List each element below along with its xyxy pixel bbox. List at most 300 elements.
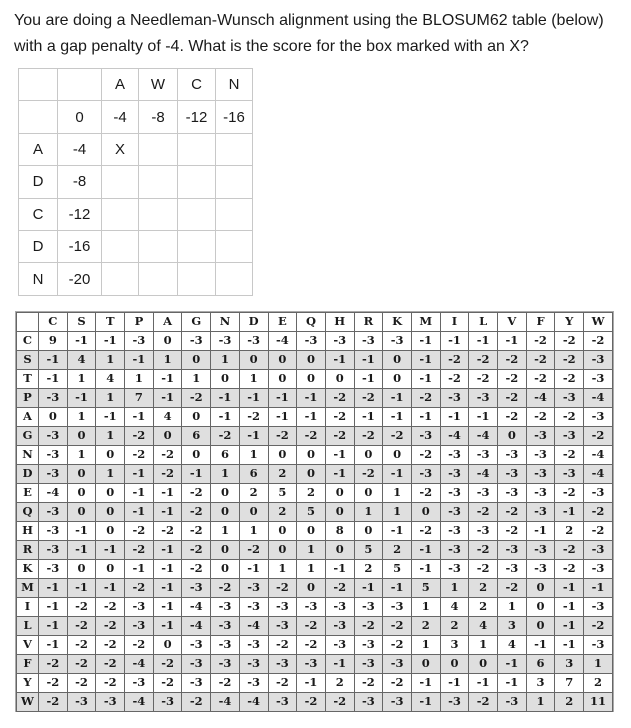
blosum-cell: -3	[440, 465, 469, 484]
blosum-header-cell: L	[469, 313, 498, 332]
blosum-cell: -2	[469, 541, 498, 560]
blosum-cell: 1	[67, 408, 96, 427]
nw-cell	[102, 263, 139, 295]
blosum-cell: -3	[39, 446, 68, 465]
blosum-cell: -1	[67, 541, 96, 560]
blosum-row-label: P	[17, 389, 39, 408]
blosum-cell: -2	[498, 579, 527, 598]
blosum-cell: -1	[411, 332, 440, 351]
blosum-cell: 1	[67, 446, 96, 465]
blosum-cell: -3	[498, 465, 527, 484]
blosum-cell: -3	[239, 636, 268, 655]
blosum-row-label: A	[17, 408, 39, 427]
blosum-cell: -2	[182, 484, 211, 503]
blosum-cell: -1	[411, 674, 440, 693]
blosum-cell: -4	[182, 617, 211, 636]
blosum-cell: 0	[411, 503, 440, 522]
blosum-cell: 0	[239, 351, 268, 370]
blosum-cell: 0	[153, 427, 182, 446]
blosum-cell: 0	[211, 370, 240, 389]
blosum-cell: -1	[297, 674, 326, 693]
blosum-cell: 1	[383, 503, 412, 522]
blosum-cell: -3	[469, 389, 498, 408]
blosum-cell: -1	[297, 408, 326, 427]
blosum-cell: -2	[498, 522, 527, 541]
blosum-cell: -1	[555, 598, 584, 617]
nw-cell: -4	[102, 101, 139, 133]
blosum-cell: 2	[239, 484, 268, 503]
blosum-cell: 0	[268, 370, 297, 389]
blosum-row-label: I	[17, 598, 39, 617]
blosum-cell: -3	[383, 598, 412, 617]
blosum-cell: -1	[239, 427, 268, 446]
blosum-cell: -3	[182, 579, 211, 598]
blosum-cell: 2	[268, 465, 297, 484]
blosum-row	[17, 351, 613, 370]
blosum-cell: 4	[96, 370, 125, 389]
blosum-cell: -3	[268, 598, 297, 617]
nw-cell	[178, 230, 216, 262]
blosum-cell: -3	[584, 370, 613, 389]
blosum-cell: -3	[211, 332, 240, 351]
blosum-header-cell: A	[153, 313, 182, 332]
blosum-header-cell: D	[239, 313, 268, 332]
blosum-cell: -1	[125, 465, 154, 484]
blosum-cell: 1	[211, 465, 240, 484]
blosum-cell: -1	[153, 370, 182, 389]
blosum-cell: -2	[411, 522, 440, 541]
blosum-cell: -2	[182, 541, 211, 560]
blosum-row	[17, 484, 613, 503]
blosum-cell: -1	[354, 408, 383, 427]
blosum-cell: -3	[354, 332, 383, 351]
blosum-cell: -3	[498, 560, 527, 579]
blosum-cell: -2	[469, 370, 498, 389]
blosum-row	[17, 465, 613, 484]
blosum-cell: -1	[153, 579, 182, 598]
nw-cell	[139, 263, 178, 295]
blosum-cell: 0	[383, 370, 412, 389]
blosum-cell: -4	[239, 617, 268, 636]
blosum-cell: -4	[182, 598, 211, 617]
blosum-cell: 0	[325, 503, 354, 522]
blosum-cell: 1	[469, 636, 498, 655]
blosum-cell: -2	[268, 636, 297, 655]
blosum-cell: 1	[297, 541, 326, 560]
blosum-cell: -1	[325, 351, 354, 370]
blosum-cell: -2	[555, 484, 584, 503]
blosum-cell: -2	[555, 446, 584, 465]
blosum-cell: -3	[239, 332, 268, 351]
blosum-cell: -3	[440, 446, 469, 465]
blosum-cell: -2	[526, 370, 555, 389]
blosum-cell: -1	[383, 522, 412, 541]
blosum-cell: -2	[67, 636, 96, 655]
blosum-cell: -3	[498, 446, 527, 465]
nw-cell: -12	[178, 101, 216, 133]
blosum-cell: 2	[297, 484, 326, 503]
blosum-row	[17, 427, 613, 446]
blosum-cell: -1	[67, 389, 96, 408]
target-cell-x: X	[102, 133, 139, 165]
blosum-cell: -3	[268, 693, 297, 712]
blosum-cell: 1	[239, 370, 268, 389]
blosum-cell: 5	[411, 579, 440, 598]
blosum-cell: -3	[440, 522, 469, 541]
blosum-cell: -3	[268, 617, 297, 636]
blosum-row-label: R	[17, 541, 39, 560]
blosum-cell: -2	[469, 560, 498, 579]
blosum-header-cell: V	[498, 313, 527, 332]
blosum-cell: -2	[39, 693, 68, 712]
nw-row	[19, 166, 253, 198]
blosum-cell: -2	[498, 503, 527, 522]
blosum-cell: 6	[239, 465, 268, 484]
nw-cell	[178, 166, 216, 198]
blosum-cell: -2	[440, 351, 469, 370]
blosum-cell: 2	[555, 522, 584, 541]
blosum-row-label: K	[17, 560, 39, 579]
blosum-cell: -1	[325, 465, 354, 484]
nw-cell: D	[19, 230, 58, 262]
blosum-row-label: W	[17, 693, 39, 712]
blosum-cell: -1	[411, 560, 440, 579]
blosum-header-cell: C	[39, 313, 68, 332]
blosum-cell: -2	[153, 655, 182, 674]
nw-cell: 0	[58, 101, 102, 133]
blosum-row	[17, 332, 613, 351]
blosum-cell: -1	[411, 370, 440, 389]
blosum-cell: 0	[354, 446, 383, 465]
blosum-cell: -2	[96, 598, 125, 617]
blosum-cell: -2	[96, 655, 125, 674]
blosum-cell: 3	[526, 674, 555, 693]
blosum-cell: -2	[67, 617, 96, 636]
blosum-cell: 0	[297, 522, 326, 541]
blosum-cell: -2	[182, 503, 211, 522]
blosum-cell: 0	[297, 351, 326, 370]
blosum-cell: -3	[211, 617, 240, 636]
blosum-cell: 0	[498, 427, 527, 446]
nw-cell	[139, 230, 178, 262]
blosum-cell: -3	[354, 655, 383, 674]
blosum-header-cell: F	[526, 313, 555, 332]
question-line-2: with a gap penalty of -4. What is the score for the box marked with an X?	[14, 38, 529, 55]
blosum-cell: -2	[125, 541, 154, 560]
nw-cell: C	[178, 69, 216, 101]
blosum-cell: -1	[354, 351, 383, 370]
nw-cell: -8	[58, 166, 102, 198]
blosum-cell: 2	[383, 541, 412, 560]
nw-cell	[178, 263, 216, 295]
blosum-cell: -3	[383, 693, 412, 712]
blosum-cell: 0	[96, 503, 125, 522]
blosum-cell: -3	[125, 674, 154, 693]
blosum-cell: -2	[268, 579, 297, 598]
blosum-cell: 11	[584, 693, 613, 712]
blosum-cell: -2	[354, 674, 383, 693]
blosum-cell: -3	[125, 598, 154, 617]
blosum-cell: 2	[469, 598, 498, 617]
blosum-cell: -1	[239, 560, 268, 579]
blosum-row	[17, 598, 613, 617]
blosum-cell: -3	[39, 465, 68, 484]
blosum-cell: -3	[440, 503, 469, 522]
blosum-cell: -1	[469, 674, 498, 693]
blosum-row-label: G	[17, 427, 39, 446]
blosum-cell: -4	[469, 427, 498, 446]
blosum-row	[17, 693, 613, 712]
blosum-cell: -2	[555, 370, 584, 389]
blosum-cell: -2	[584, 617, 613, 636]
blosum-cell: -3	[411, 427, 440, 446]
blosum-cell: -3	[182, 655, 211, 674]
blosum-cell: -2	[325, 427, 354, 446]
blosum-cell: -3	[153, 693, 182, 712]
nw-cell: N	[19, 263, 58, 295]
blosum-cell: 0	[268, 446, 297, 465]
blosum-cell: -2	[469, 351, 498, 370]
blosum-cell: -1	[498, 655, 527, 674]
blosum-cell: 0	[96, 446, 125, 465]
nw-cell	[178, 198, 216, 230]
nw-cell: -4	[58, 133, 102, 165]
blosum-cell: -2	[526, 332, 555, 351]
blosum-cell: -1	[153, 484, 182, 503]
blosum-cell: -3	[469, 484, 498, 503]
blosum-row	[17, 579, 613, 598]
blosum-cell: 0	[268, 351, 297, 370]
blosum-cell: -2	[354, 617, 383, 636]
blosum-cell: -4	[211, 693, 240, 712]
blosum-row	[17, 408, 613, 427]
nw-header-row	[19, 69, 253, 101]
question-text	[14, 8, 624, 60]
nw-cell: -8	[139, 101, 178, 133]
blosum-cell: -1	[498, 674, 527, 693]
blosum-cell: 1	[584, 655, 613, 674]
blosum-header-cell: K	[383, 313, 412, 332]
blosum-cell: -2	[125, 446, 154, 465]
blosum-cell: 1	[182, 370, 211, 389]
blosum-row-label: T	[17, 370, 39, 389]
blosum-header-cell: R	[354, 313, 383, 332]
blosum-cell: -3	[584, 408, 613, 427]
blosum-row-label: H	[17, 522, 39, 541]
blosum-row	[17, 370, 613, 389]
blosum-cell: -1	[555, 579, 584, 598]
blosum-row-label: Q	[17, 503, 39, 522]
blosum-cell: 0	[526, 617, 555, 636]
blosum-header-cell: H	[325, 313, 354, 332]
blosum-cell: -1	[354, 370, 383, 389]
blosum-cell: -3	[440, 560, 469, 579]
blosum-cell: -2	[498, 389, 527, 408]
blosum-cell: -1	[39, 636, 68, 655]
blosum-cell: 1	[354, 503, 383, 522]
blosum-cell: -2	[268, 674, 297, 693]
blosum-cell: 1	[96, 389, 125, 408]
blosum-cell: -2	[153, 522, 182, 541]
blosum-cell: -2	[354, 465, 383, 484]
blosum-cell: -3	[182, 674, 211, 693]
blosum-cell: -3	[526, 560, 555, 579]
blosum-cell: 1	[67, 370, 96, 389]
blosum62-table	[16, 312, 613, 712]
blosum-cell: -3	[555, 389, 584, 408]
blosum-cell: -4	[39, 484, 68, 503]
blosum-cell: -1	[39, 598, 68, 617]
blosum-cell: 0	[67, 560, 96, 579]
blosum-cell: -1	[39, 617, 68, 636]
blosum-cell: -3	[498, 484, 527, 503]
blosum-cell: 1	[96, 465, 125, 484]
needleman-wunsch-matrix	[18, 68, 253, 296]
blosum-cell: -3	[526, 446, 555, 465]
nw-cell	[19, 69, 58, 101]
blosum-cell: -2	[584, 427, 613, 446]
nw-row	[19, 101, 253, 133]
blosum-cell: -3	[440, 693, 469, 712]
blosum-cell: 2	[440, 617, 469, 636]
blosum-cell: 5	[297, 503, 326, 522]
blosum-cell: -3	[211, 598, 240, 617]
blosum-cell: -2	[526, 351, 555, 370]
blosum-cell: 0	[182, 446, 211, 465]
blosum-cell: 6	[211, 446, 240, 465]
blosum-cell: 6	[526, 655, 555, 674]
blosum-cell: -1	[325, 655, 354, 674]
blosum-cell: -3	[325, 332, 354, 351]
blosum-cell: -1	[411, 351, 440, 370]
blosum-cell: -2	[211, 674, 240, 693]
nw-cell	[216, 133, 253, 165]
blosum-cell: -3	[584, 598, 613, 617]
blosum-cell: -2	[153, 465, 182, 484]
blosum-cell: 5	[268, 484, 297, 503]
blosum-cell: -1	[153, 541, 182, 560]
blosum-cell: -2	[383, 427, 412, 446]
blosum-cell: -2	[584, 332, 613, 351]
blosum-cell: -3	[239, 579, 268, 598]
blosum-cell: -3	[39, 427, 68, 446]
blosum-row	[17, 674, 613, 693]
blosum-cell: -4	[125, 693, 154, 712]
blosum-cell: -1	[498, 332, 527, 351]
blosum-cell: -3	[39, 522, 68, 541]
blosum-cell: 5	[354, 541, 383, 560]
blosum-cell: -2	[469, 693, 498, 712]
blosum62-table-image	[15, 311, 614, 712]
blosum-cell: -2	[39, 655, 68, 674]
blosum-cell: 1	[268, 560, 297, 579]
blosum-header-cell: N	[211, 313, 240, 332]
blosum-cell: -1	[211, 389, 240, 408]
blosum-header-cell: P	[125, 313, 154, 332]
blosum-cell: -2	[67, 598, 96, 617]
blosum-cell: 0	[96, 560, 125, 579]
blosum-header-cell	[17, 313, 39, 332]
blosum-cell: -1	[383, 389, 412, 408]
blosum-cell: 0	[469, 655, 498, 674]
blosum-cell: -1	[440, 674, 469, 693]
blosum-cell: 9	[39, 332, 68, 351]
nw-row	[19, 133, 253, 165]
nw-cell	[216, 230, 253, 262]
blosum-header-cell: S	[67, 313, 96, 332]
blosum-cell: 5	[383, 560, 412, 579]
blosum-cell: -4	[526, 389, 555, 408]
blosum-cell: -2	[411, 484, 440, 503]
nw-cell	[19, 101, 58, 133]
blosum-cell: 0	[268, 522, 297, 541]
blosum-cell: -2	[297, 636, 326, 655]
blosum-cell: 1	[411, 598, 440, 617]
blosum-cell: 0	[211, 503, 240, 522]
blosum-cell: -2	[67, 655, 96, 674]
blosum-cell: -2	[182, 389, 211, 408]
blosum-cell: 0	[67, 465, 96, 484]
blosum-cell: -2	[325, 579, 354, 598]
blosum-cell: -1	[584, 579, 613, 598]
blosum-cell: 2	[354, 560, 383, 579]
blosum-cell: -4	[469, 465, 498, 484]
blosum-cell: -2	[182, 522, 211, 541]
blosum-cell: 0	[67, 484, 96, 503]
blosum-cell: 3	[498, 617, 527, 636]
blosum-cell: 0	[67, 503, 96, 522]
blosum-cell: -3	[383, 332, 412, 351]
blosum-cell: -3	[584, 484, 613, 503]
blosum-row-label: Y	[17, 674, 39, 693]
blosum-cell: -1	[67, 579, 96, 598]
nw-cell	[102, 166, 139, 198]
blosum-cell: -1	[153, 389, 182, 408]
blosum-cell: -1	[383, 465, 412, 484]
nw-row	[19, 230, 253, 262]
nw-cell	[139, 133, 178, 165]
blosum-header-cell: Y	[555, 313, 584, 332]
blosum-row	[17, 655, 613, 674]
blosum-cell: -2	[67, 674, 96, 693]
blosum-row-label: N	[17, 446, 39, 465]
blosum-row	[17, 541, 613, 560]
blosum-cell: -3	[440, 541, 469, 560]
blosum-cell: -2	[555, 351, 584, 370]
blosum-cell: 4	[469, 617, 498, 636]
blosum-row-label: F	[17, 655, 39, 674]
blosum-cell: -1	[469, 332, 498, 351]
blosum-cell: -2	[153, 674, 182, 693]
blosum-header-cell: W	[584, 313, 613, 332]
blosum-cell: -2	[498, 370, 527, 389]
blosum-cell: -2	[383, 617, 412, 636]
nw-cell	[102, 230, 139, 262]
blosum-cell: -1	[268, 389, 297, 408]
blosum-cell: -3	[526, 484, 555, 503]
blosum-cell: 8	[325, 522, 354, 541]
blosum-row-label: C	[17, 332, 39, 351]
blosum-cell: -4	[440, 427, 469, 446]
nw-cell	[178, 133, 216, 165]
blosum-cell: 0	[39, 408, 68, 427]
blosum-cell: 1	[211, 351, 240, 370]
blosum-cell: -2	[325, 389, 354, 408]
blosum-cell: -1	[153, 560, 182, 579]
blosum-cell: -1	[555, 503, 584, 522]
blosum-cell: 0	[211, 484, 240, 503]
blosum-cell: -2	[354, 389, 383, 408]
